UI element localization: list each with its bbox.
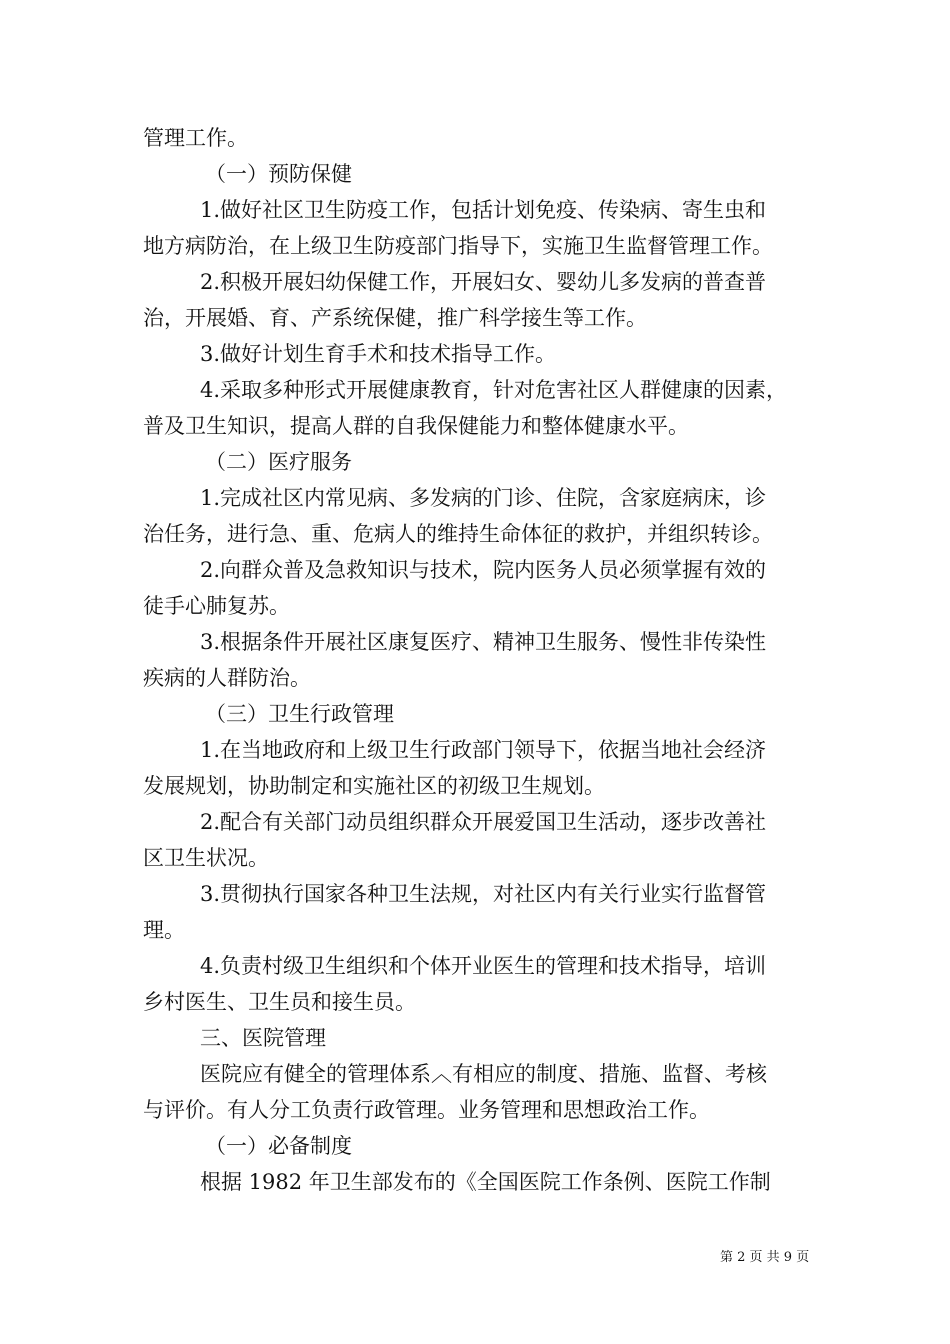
text-line: 与评价。有人分工负责行政管理。业务管理和思想政治工作。: [143, 1098, 710, 1122]
text-line: 1.在当地政府和上级卫生行政部门领导下，依据当地社会经济: [200, 738, 767, 762]
section-heading: （一）预防保健: [205, 162, 352, 186]
section-heading: （二）医疗服务: [205, 450, 352, 474]
text-line: 3.贯彻执行国家各种卫生法规，对社区内有关行业实行监督管: [200, 882, 767, 906]
text-line: 3.根据条件开展社区康复医疗、精神卫生服务、慢性非传染性: [200, 630, 767, 654]
section-heading: （一）必备制度: [205, 1134, 352, 1158]
text-line: 根据 1982 年卫生部发布的《全国医院工作条例、医院工作制: [200, 1170, 771, 1194]
text-line: 普及卫生知识，提高人群的自我保健能力和整体健康水平。: [143, 414, 689, 438]
text-line: 乡村医生、卫生员和接生员。: [143, 990, 416, 1014]
text-line: 徒手心肺复苏。: [143, 594, 290, 618]
page-indicator: 第 2 页 共 9 页: [720, 1250, 810, 1265]
section-heading: （三）卫生行政管理: [205, 702, 394, 726]
text-line: 1.做好社区卫生防疫工作，包括计划免疫、传染病、寄生虫和: [200, 198, 767, 222]
text-line: 2.积极开展妇幼保健工作，开展妇女、婴幼儿多发病的普查普: [200, 270, 767, 294]
text-line: 管理工作。: [143, 126, 248, 150]
text-line: 治任务，进行急、重、危病人的维持生命体征的救护，并组织转诊。: [143, 522, 773, 546]
text-line: 3.做好计划生育手术和技术指导工作。: [200, 342, 557, 366]
text-line: 区卫生状况。: [143, 846, 269, 870]
text-line: 医院应有健全的管理体系︿有相应的制度、措施、监督、考核: [200, 1062, 767, 1086]
text-line: 地方病防治，在上级卫生防疫部门指导下，实施卫生监督管理工作。: [143, 234, 773, 258]
text-line: 1.完成社区内常见病、多发病的门诊、住院，含家庭病床，诊: [200, 486, 767, 510]
text-line: 2.配合有关部门动员组织群众开展爱国卫生活动，逐步改善社: [200, 810, 767, 834]
text-line: 4.负责村级卫生组织和个体开业医生的管理和技术指导，培训: [200, 954, 767, 978]
section-heading: 三、医院管理: [200, 1026, 326, 1050]
text-line: 发展规划，协助制定和实施社区的初级卫生规划。: [143, 774, 605, 798]
text-line: 治，开展婚、育、产系统保健，推广科学接生等工作。: [143, 306, 647, 330]
text-line: 2.向群众普及急救知识与技术，院内医务人员必须掌握有效的: [200, 558, 767, 582]
text-line: 疾病的人群防治。: [143, 666, 311, 690]
text-line: 4.采取多种形式开展健康教育，针对危害社区人群健康的因素，: [200, 378, 788, 402]
text-line: 理。: [143, 918, 185, 942]
